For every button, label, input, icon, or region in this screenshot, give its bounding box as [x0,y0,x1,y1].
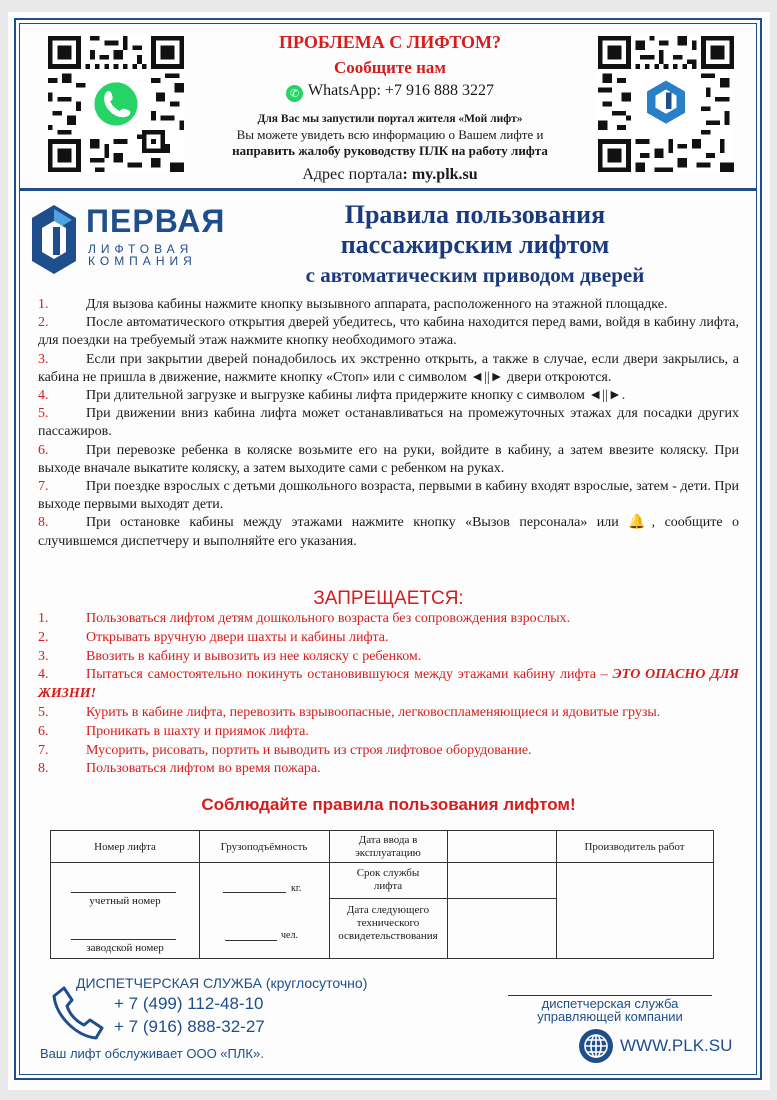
portal-address-label: Адрес портала [302,166,403,183]
forbidden-item [38,723,739,742]
whatsapp-number[interactable]: WhatsApp: +7 916 888 3227 [308,82,494,99]
whatsapp-contact[interactable] [200,82,580,102]
rule-item [38,314,739,350]
portal-qr-code[interactable] [598,36,734,172]
col-capacity: Грузоподъёмность [220,841,308,853]
service-life-label [329,867,447,893]
portal-line-2: Вы можете увидеть всю информацию о Вашем лифте и [236,127,544,142]
capacity-kg-field[interactable] [223,892,286,893]
logo-line-2: КОМПАНИЯ [88,254,197,268]
forbidden-list [38,610,739,779]
rule-number: 3. [38,351,49,367]
col-commission-date [329,834,447,860]
rule-item [38,405,739,441]
forbidden-number: 3. [38,648,49,664]
logo-line-1: ЛИФТОВАЯ [88,242,194,256]
factory-number-field[interactable] [71,939,176,940]
rule-number: 4. [38,388,49,404]
forbidden-number: 1. [38,611,49,626]
rule-text: После автоматического открытия дверей убедитесь, что кабина находится перед вами, войдя в кабину лифта, для поездки на требуемый этаж нажмите кнопку необходимого этажа. [38,315,739,349]
unit-kg: кг. [291,883,302,894]
page-title [250,200,700,260]
rule-item [38,351,739,387]
service-company-note: Ваш лифт обслуживает ООО «ПЛК». [40,1046,264,1061]
phone-icon [50,984,106,1042]
portal-info [200,111,580,159]
col-lift-number: Номер лифта [94,841,156,853]
forbidden-number: 7. [38,742,49,758]
rule-number: 6. [38,442,49,458]
mgmt-line-2: управляющей компании [537,1009,683,1024]
title-line-2: пассажирским лифтом [340,230,610,259]
account-number-field[interactable] [71,892,176,893]
forbidden-number: 2. [38,629,49,645]
title-line-1: Правила пользования [344,200,606,229]
header-title: ПРОБЛЕМА С ЛИФТОМ? [279,32,501,52]
lift-info-table [50,830,714,959]
logo-subtitle [88,243,197,267]
portal-address-value[interactable]: : my.plk.su [402,166,478,183]
rule-text: При движении вниз кабина лифта может останавливаться на промежуточных этажах для посадки других пассажиров. [38,406,739,440]
forbidden-number: 5. [38,704,49,720]
forbidden-text: Проникать в шахту и приямок лифта. [86,723,309,739]
header-subtitle: Сообщите нам [334,58,446,77]
rule-text: При поездке взрослых с детьми дошкольного возраста, первыми в кабину входят взрослые, затем - дети. При выходе первыми выходят дети. [38,479,739,513]
portal-line-3: направить жалобу руководству ПЛК на работу лифта [232,143,548,158]
forbidden-item [38,629,739,648]
rule-item [38,387,739,405]
service-life-line-2: лифта [373,880,403,892]
forbidden-heading: ЗАПРЕЩАЕТСЯ: [313,588,464,609]
forbidden-item [38,704,739,723]
account-number-label: учетный номер [89,895,161,907]
next-exam-line-3: освидетельствования [338,930,438,942]
rule-text: При перевозке ребенка в коляске возьмите его на руки, войдите в кабину, а затем ввезите коляску. При выходе вначале выкатите коляску, а затем выходите сами с ребенком на руках. [38,442,739,476]
col-commission-date-line-1: Дата ввода в [358,834,418,846]
hexagon-logo-icon [30,203,78,277]
forbidden-number: 6. [38,723,49,739]
page-subtitle: с автоматическим приводом дверей [305,263,645,287]
website-link[interactable]: WWW.PLK.SU [620,1036,733,1055]
mgmt-line-1: диспетчерская служба [541,996,679,1011]
rule-number: 8. [38,515,49,531]
service-life-line-1: Срок службы [356,867,420,879]
dispatch-title: ДИСПЕТЧЕРСКАЯ СЛУЖБА (круглосуточно) [76,975,368,991]
forbidden-text: Курить в кабине лифта, перевозить взрывоопасные, легковоспламеняющиеся и ядовитые грузы. [86,704,661,720]
factory-number-label: заводской номер [86,942,164,954]
dispatch-phone-2[interactable]: + 7 (916) 888-32-27 [114,1017,265,1036]
forbidden-item [38,648,739,667]
danger-warning: ЭТО ОПАСНО ДЛЯ ЖИЗНИ! [38,667,739,702]
observe-rules-banner: Соблюдайте правила пользования лифтом! [201,795,576,814]
rule-text: Если при закрытии дверей понадобилось их экстренно открыть, а также в случае, если двери закрылись, а кабина не пришла в движение, нажмите кнопку «Стоп» или с символом ◄||► двери откроются. [38,351,739,385]
rule-item [38,442,739,478]
rule-number: 5. [38,406,49,422]
globe-icon [578,1028,614,1064]
forbidden-text: Открывать вручную двери шахты и кабины лифта. [86,629,389,645]
unit-people: чел. [281,930,298,941]
col-producer: Производитель работ [584,841,685,853]
management-dispatch [508,995,712,1023]
table-divider [447,831,448,958]
rule-number: 7. [38,479,49,495]
forbidden-text: Пользоваться лифтом детям дошкольного возраста без сопровождения взрослых. [86,611,571,626]
rule-item [38,478,739,514]
forbidden-number: 8. [38,761,49,777]
table-divider [51,862,713,863]
next-exam-line-2: технического [356,917,420,929]
whatsapp-icon: ✆ [286,85,303,102]
forbidden-text: Пытаться самостоятельно покинуть остановившуюся между этажами кабину лифта – [86,667,613,683]
forbidden-text: Мусорить, рисовать, портить и выводить из строя лифтовое оборудование. [86,742,532,758]
rule-number: 1. [38,297,49,312]
rules-list [38,296,739,551]
forbidden-text: Ввозить в кабину и вывозить из нее коляску с ребенком. [86,648,422,664]
forbidden-text: Пользоваться лифтом во время пожара. [86,761,321,777]
rule-text: Для вызова кабины нажмите кнопку вызывного аппарата, расположенного на этажной площадке. [86,297,668,312]
forbidden-item [38,760,739,779]
rule-item [38,514,739,550]
portal-address[interactable] [200,166,580,184]
table-divider [329,898,556,899]
logo-name: ПЕРВАЯ [86,203,226,239]
forbidden-item [38,742,739,761]
rule-text: При длительной загрузке и выгрузке кабины лифта придержите кнопку с символом ◄||►. [86,388,626,404]
forbidden-number: 4. [38,667,49,683]
next-exam-line-1: Дата следующего [346,904,430,916]
company-logo [30,203,230,277]
rule-text: При остановке кабины между этажами нажмите кнопку «Вызов персонала» или 🔔, сообщите о случившемся диспетчеру и выполняйте его указания. [38,515,739,549]
forbidden-item [38,666,739,704]
next-exam-label [329,904,447,943]
dispatch-phone-1[interactable]: + 7 (499) 112-48-10 [114,994,264,1013]
col-commission-date-line-2: эксплуатацию [355,847,421,859]
portal-line-1: Для Вас мы запустили портал жителя «Мой лифт» [257,113,523,125]
capacity-people-field[interactable] [225,940,277,941]
forbidden-item [38,610,739,629]
rule-number: 2. [38,315,49,331]
whatsapp-qr-code[interactable] [48,36,184,172]
rule-item [38,296,739,314]
